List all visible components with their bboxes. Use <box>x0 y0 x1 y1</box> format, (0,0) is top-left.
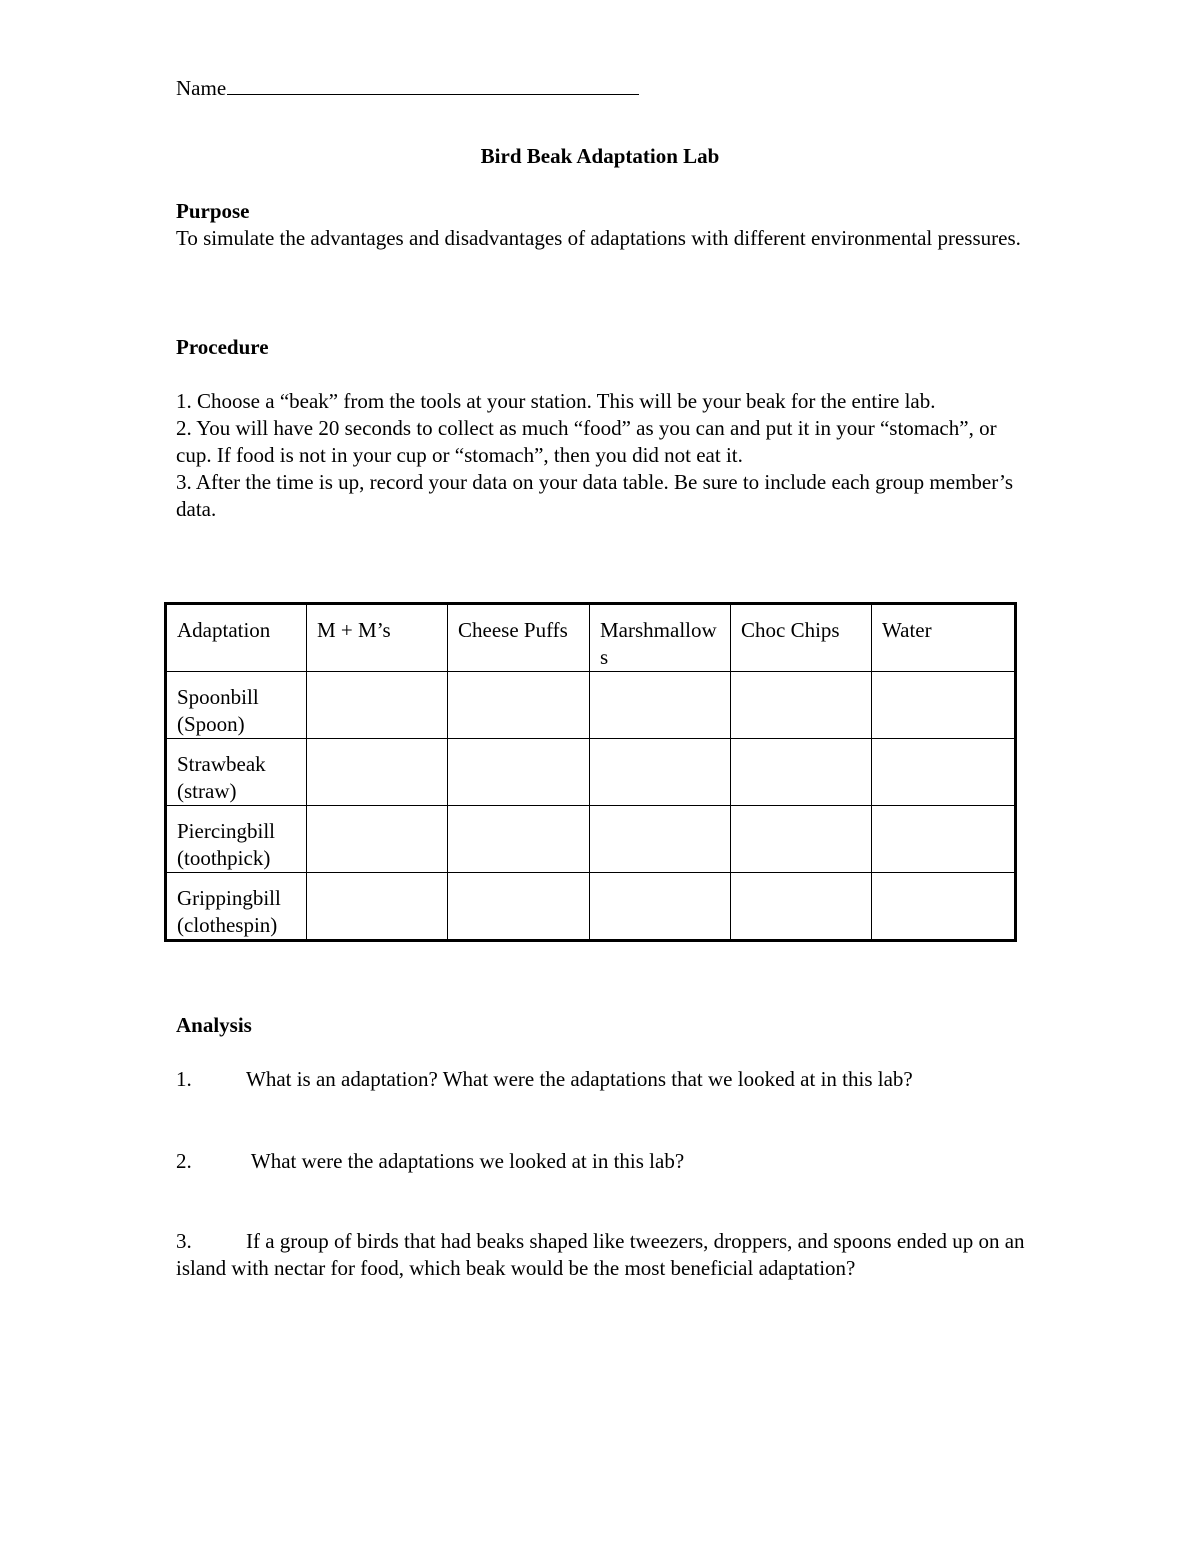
table-header-cell: Adaptation <box>166 604 307 672</box>
page-title: Bird Beak Adaptation Lab <box>480 144 720 168</box>
table-cell[interactable] <box>872 739 1016 806</box>
analysis-section <box>176 1012 1036 1039</box>
procedure-section <box>176 334 1036 523</box>
analysis-heading: Analysis <box>176 1013 252 1037</box>
analysis-question-2 <box>176 1148 1036 1175</box>
procedure-heading: Procedure <box>176 335 269 359</box>
table-cell[interactable] <box>872 806 1016 873</box>
table-row-label: Spoonbill (Spoon) <box>166 672 307 739</box>
table-cell[interactable] <box>731 806 872 873</box>
table-cell[interactable] <box>307 806 448 873</box>
table-cell[interactable] <box>731 739 872 806</box>
data-table <box>164 602 1017 942</box>
table-header-cell: Marshmallows <box>590 604 731 672</box>
table-cell[interactable] <box>590 672 731 739</box>
table-cell[interactable] <box>448 873 590 941</box>
table-cell[interactable] <box>872 873 1016 941</box>
table-cell[interactable] <box>590 806 731 873</box>
procedure-step: 2. You will have 20 seconds to collect as much “food” as you can and put it in your “stomach”, or cup. If food is not in your cup or “stomach”, then you did not eat it. <box>176 416 997 467</box>
procedure-step: 3. After the time is up, record your data on your data table. Be sure to include each group member’s data. <box>176 470 1014 521</box>
table-row <box>166 739 1016 806</box>
name-label: Name <box>176 76 227 100</box>
name-field <box>176 72 639 102</box>
question-number: 3. <box>176 1229 192 1253</box>
table-row-label: Piercingbill (toothpick) <box>166 806 307 873</box>
table-header-cell: M + M’s <box>307 604 448 672</box>
table-cell[interactable] <box>590 873 731 941</box>
question-text: What is an adaptation? What were the adaptations that we looked at in this lab? <box>246 1067 913 1091</box>
procedure-step: 1. Choose a “beak” from the tools at your station. This will be your beak for the entire lab. <box>176 389 936 413</box>
table-row-label: Strawbeak (straw) <box>166 739 307 806</box>
purpose-text: To simulate the advantages and disadvantages of adaptations with different environmental pressures. <box>176 226 1021 250</box>
question-number: 2. <box>176 1149 192 1173</box>
table-cell[interactable] <box>731 672 872 739</box>
analysis-question-1 <box>176 1066 1036 1093</box>
purpose-heading: Purpose <box>176 199 250 223</box>
table-row <box>166 672 1016 739</box>
table-cell[interactable] <box>448 672 590 739</box>
name-blank-line[interactable] <box>227 72 639 95</box>
table-header-cell: Cheese Puffs <box>448 604 590 672</box>
table-row <box>166 873 1016 941</box>
table-cell[interactable] <box>448 739 590 806</box>
table-cell[interactable] <box>872 672 1016 739</box>
table-cell[interactable] <box>307 739 448 806</box>
table-cell[interactable] <box>307 873 448 941</box>
table-cell[interactable] <box>448 806 590 873</box>
question-text: If a group of birds that had beaks shaped like tweezers, droppers, and spoons ended up on an island with nectar for food, which beak would be the most beneficial adaptation? <box>176 1229 1025 1280</box>
table-cell[interactable] <box>731 873 872 941</box>
question-number: 1. <box>176 1067 192 1091</box>
table-row-label: Grippingbill (clothespin) <box>166 873 307 941</box>
purpose-section <box>176 198 1036 252</box>
question-text: What were the adaptations we looked at in this lab? <box>246 1149 685 1173</box>
table-header-row <box>166 604 1016 672</box>
table-header-cell: Water <box>872 604 1016 672</box>
analysis-question-3 <box>176 1228 1036 1282</box>
table-header-cell: Choc Chips <box>731 604 872 672</box>
table-cell[interactable] <box>307 672 448 739</box>
table-cell[interactable] <box>590 739 731 806</box>
table-row <box>166 806 1016 873</box>
